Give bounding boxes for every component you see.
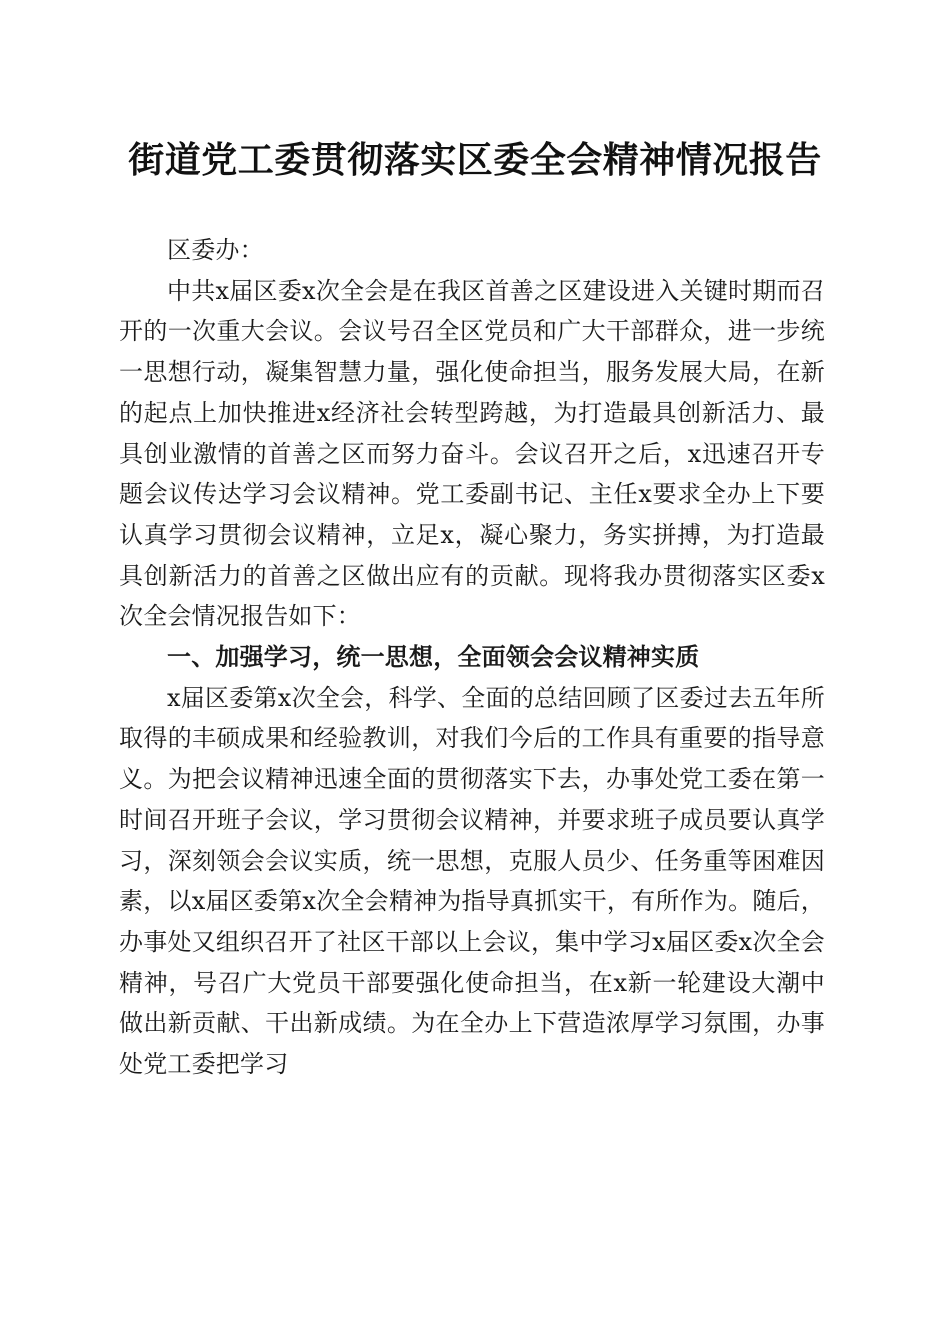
document-title: 街道党工委贯彻落实区委全会精神情况报告 xyxy=(128,139,822,181)
section-heading: 一、加强学习，统一思想，全面领会会议精神实质 xyxy=(167,643,700,672)
document-body xyxy=(119,230,825,1085)
section-paragraph: x届区委第x次全会，科学、全面的总结回顾了区委过去五年所取得的丰硕成果和经验教训，对我们今后的工作具有重要的指导意义。为把会议精神迅速全面的贯彻落实下去，办事处党工委在第一时间召开班子会议，学习贯彻会议精神，并要求班子成员要认真学习，深刻领会会议实质，统一思想，克服人员少、任务重等困难因素，以x届区委第x次全会精神为指导真抓实干，有所作为。随后，办事处又组织召开了社区干部以上会议，集中学习x届区委x次全会精神，号召广大党员干部要强化使命担当，在x新一轮建设大潮中做出新贡献、干出新成绩。为在全办上下营造浓厚学习氛围，办事处党工委把学习 xyxy=(119,683,825,1079)
salutation: 区委办： xyxy=(167,236,264,264)
intro-paragraph: 中共x届区委x次全会是在我区首善之区建设进入关键时期而召开的一次重大会议。会议号召全区党员和广大干部群众，进一步统一思想行动，凝集智慧力量，强化使命担当，服务发展大局，在新的起点上加快推进x经济社会转型跨越，为打造最具创新活力、最具创业激情的首善之区而努力奋斗。会议召开之后，x迅速召开专题会议传达学习会议精神。党工委副书记、主任x要求全办上下要认真学习贯彻会议精神，立足x，凝心聚力，务实拼搏，为打造最具创新活力的首善之区做出应有的贡献。现将我办贯彻落实区委x次全会情况报告如下： xyxy=(119,276,825,631)
